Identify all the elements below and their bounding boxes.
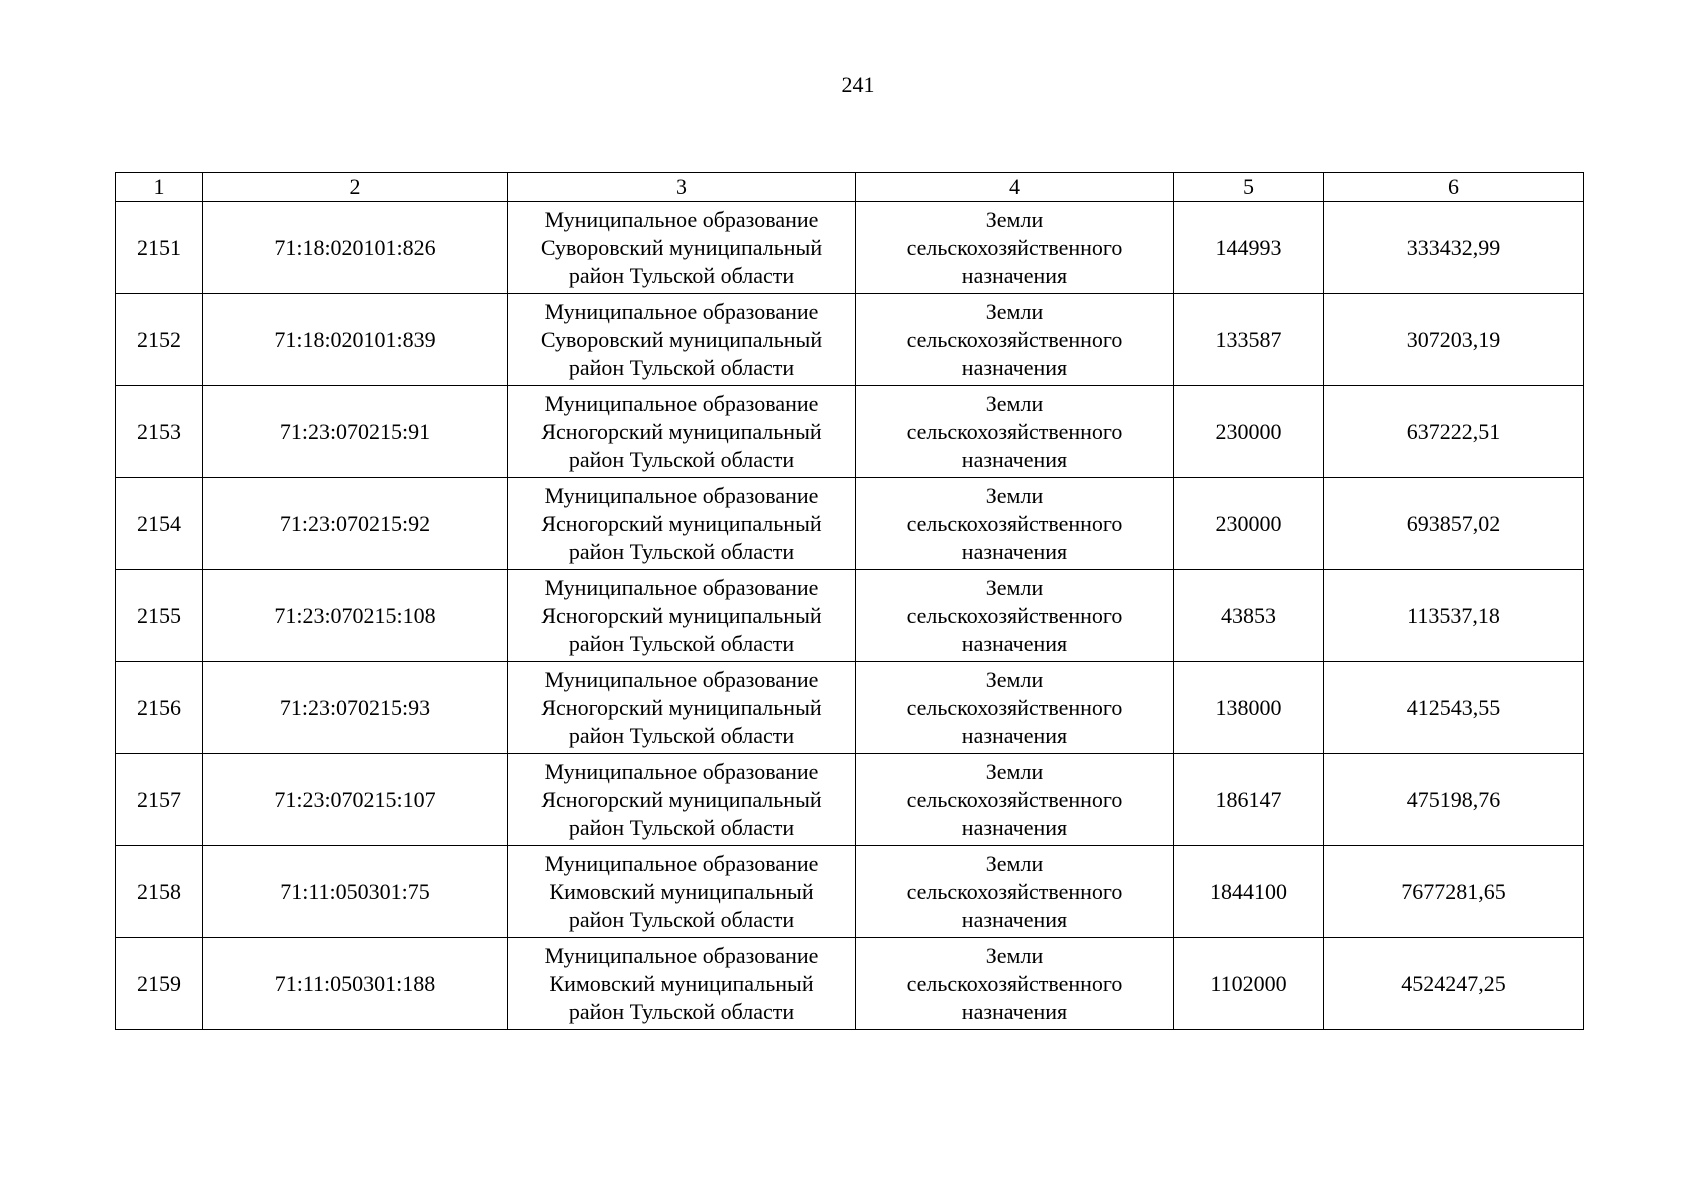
category-line: сельскохозяйственного (906, 234, 1123, 260)
owner-cell (508, 478, 856, 570)
cadastral-number-cell: 71:11:050301:75 (203, 846, 508, 938)
area-cell: 43853 (1174, 570, 1324, 662)
category-line: сельскохозяйственного (906, 602, 1123, 628)
value-cell: 475198,76 (1324, 754, 1584, 846)
area-cell: 230000 (1174, 478, 1324, 570)
owner-line: Муниципальное образование (544, 666, 819, 692)
owner-line: район Тульской области (568, 354, 795, 380)
owner-cell (508, 662, 856, 754)
owner-line: район Тульской области (568, 446, 795, 472)
owner-line: район Тульской области (568, 630, 795, 656)
category-line: назначения (961, 722, 1068, 748)
owner-line: Муниципальное образование (544, 482, 819, 508)
column-header: 1 (116, 173, 203, 202)
owner-line: Ясногорский муниципальный (541, 694, 822, 720)
owner-line: район Тульской области (568, 262, 795, 288)
page-number: 241 (841, 72, 875, 97)
value-cell: 693857,02 (1324, 478, 1584, 570)
category-line: назначения (961, 446, 1068, 472)
area-cell: 133587 (1174, 294, 1324, 386)
category-line: сельскохозяйственного (906, 970, 1123, 996)
land-plots-table (115, 172, 1584, 1030)
row-number-cell: 2154 (116, 478, 203, 570)
category-line: назначения (961, 906, 1068, 932)
cadastral-number-cell: 71:23:070215:93 (203, 662, 508, 754)
category-line: Земли (985, 850, 1044, 876)
category-line: Земли (985, 390, 1044, 416)
row-number-cell: 2159 (116, 938, 203, 1030)
land-category-cell (856, 846, 1174, 938)
table-row (116, 478, 1584, 570)
owner-line: Ясногорский муниципальный (541, 602, 822, 628)
owner-line: Кимовский муниципальный (549, 970, 814, 996)
owner-line: Муниципальное образование (544, 390, 819, 416)
owner-cell (508, 570, 856, 662)
table-row (116, 570, 1584, 662)
category-line: Земли (985, 574, 1044, 600)
owner-line: район Тульской области (568, 906, 795, 932)
table-row (116, 754, 1584, 846)
owner-line: район Тульской области (568, 814, 795, 840)
cadastral-number-cell: 71:11:050301:188 (203, 938, 508, 1030)
owner-line: Ясногорский муниципальный (541, 510, 822, 536)
column-header: 6 (1324, 173, 1584, 202)
owner-cell (508, 202, 856, 294)
value-cell: 307203,19 (1324, 294, 1584, 386)
category-line: назначения (961, 998, 1068, 1024)
owner-line: Кимовский муниципальный (549, 878, 814, 904)
land-category-cell (856, 662, 1174, 754)
owner-line: Муниципальное образование (544, 850, 819, 876)
table-body (116, 202, 1584, 1030)
row-number-cell: 2155 (116, 570, 203, 662)
cadastral-number-cell: 71:18:020101:826 (203, 202, 508, 294)
cadastral-number-cell: 71:23:070215:92 (203, 478, 508, 570)
owner-cell (508, 294, 856, 386)
area-cell: 1102000 (1174, 938, 1324, 1030)
row-number-cell: 2156 (116, 662, 203, 754)
category-line: сельскохозяйственного (906, 694, 1123, 720)
area-cell: 186147 (1174, 754, 1324, 846)
owner-cell (508, 386, 856, 478)
table-row (116, 938, 1584, 1030)
area-cell: 1844100 (1174, 846, 1324, 938)
owner-line: Ясногорский муниципальный (541, 786, 822, 812)
row-number-cell: 2158 (116, 846, 203, 938)
owner-cell (508, 938, 856, 1030)
cadastral-number-cell: 71:23:070215:91 (203, 386, 508, 478)
cadastral-number-cell: 71:18:020101:839 (203, 294, 508, 386)
row-number-cell: 2152 (116, 294, 203, 386)
land-category-cell (856, 202, 1174, 294)
area-cell: 230000 (1174, 386, 1324, 478)
category-line: Земли (985, 206, 1044, 232)
category-line: сельскохозяйственного (906, 326, 1123, 352)
column-header: 5 (1174, 173, 1324, 202)
table-row (116, 202, 1584, 294)
value-cell: 333432,99 (1324, 202, 1584, 294)
value-cell: 4524247,25 (1324, 938, 1584, 1030)
row-number-cell: 2151 (116, 202, 203, 294)
category-line: назначения (961, 814, 1068, 840)
category-line: сельскохозяйственного (906, 418, 1123, 444)
owner-line: Муниципальное образование (544, 574, 819, 600)
land-category-cell (856, 386, 1174, 478)
owner-line: Суворовский муниципальный (540, 326, 823, 352)
category-line: назначения (961, 262, 1068, 288)
owner-line: район Тульской области (568, 722, 795, 748)
value-cell: 7677281,65 (1324, 846, 1584, 938)
land-category-cell (856, 938, 1174, 1030)
category-line: сельскохозяйственного (906, 510, 1123, 536)
column-header: 3 (508, 173, 856, 202)
owner-line: Ясногорский муниципальный (541, 418, 822, 444)
owner-line: Муниципальное образование (544, 298, 819, 324)
cadastral-number-cell: 71:23:070215:108 (203, 570, 508, 662)
row-number-cell: 2153 (116, 386, 203, 478)
category-line: Земли (985, 298, 1044, 324)
table-row (116, 846, 1584, 938)
category-line: сельскохозяйственного (906, 878, 1123, 904)
category-line: Земли (985, 758, 1044, 784)
owner-line: Муниципальное образование (544, 942, 819, 968)
owner-line: Муниципальное образование (544, 206, 819, 232)
category-line: Земли (985, 482, 1044, 508)
column-header: 4 (856, 173, 1174, 202)
owner-line: Суворовский муниципальный (540, 234, 823, 260)
land-category-cell (856, 570, 1174, 662)
owner-cell (508, 754, 856, 846)
column-header: 2 (203, 173, 508, 202)
owner-line: Муниципальное образование (544, 758, 819, 784)
category-line: Земли (985, 942, 1044, 968)
owner-cell (508, 846, 856, 938)
land-category-cell (856, 478, 1174, 570)
value-cell: 113537,18 (1324, 570, 1584, 662)
category-line: Земли (985, 666, 1044, 692)
value-cell: 637222,51 (1324, 386, 1584, 478)
owner-line: район Тульской области (568, 538, 795, 564)
header-row (116, 173, 1584, 202)
category-line: сельскохозяйственного (906, 786, 1123, 812)
area-cell: 144993 (1174, 202, 1324, 294)
category-line: назначения (961, 630, 1068, 656)
area-cell: 138000 (1174, 662, 1324, 754)
category-line: назначения (961, 538, 1068, 564)
land-category-cell (856, 294, 1174, 386)
cadastral-number-cell: 71:23:070215:107 (203, 754, 508, 846)
owner-line: район Тульской области (568, 998, 795, 1024)
table-row (116, 662, 1584, 754)
row-number-cell: 2157 (116, 754, 203, 846)
land-category-cell (856, 754, 1174, 846)
table-row (116, 294, 1584, 386)
category-line: назначения (961, 354, 1068, 380)
table-row (116, 386, 1584, 478)
value-cell: 412543,55 (1324, 662, 1584, 754)
